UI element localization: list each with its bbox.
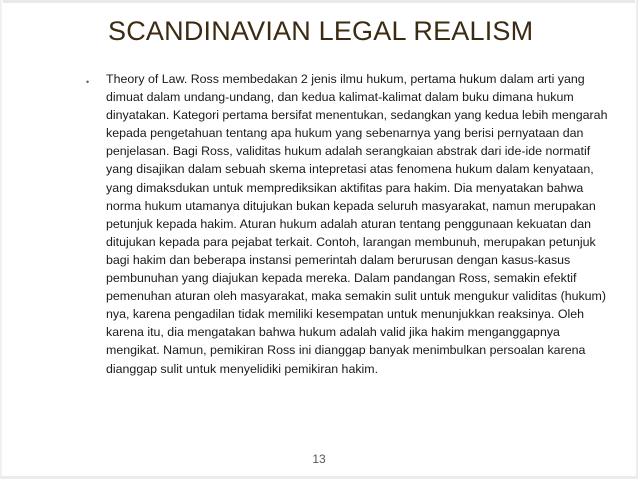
- slide-title: SCANDINAVIAN LEGAL REALISM: [108, 16, 534, 46]
- body-paragraph: Theory of Law. Ross membedakan 2 jenis ilmu hukum, pertama hukum dalam arti yang dimuat dalam undang-undang, dan kedua kalimat-kalimat dalam buku dimana hukum dinyatakan. Kategori pertama bersifat menentukan, sedangkan yang kedua lebih mengarah kepada pengetahuan tentang apa hukum yang sebenarnya yang berisi pernyataan dan penjelasan. Bagi Ross, validitas hukum adalah serangkaian abstrak dari ide-ide normatif yang disajikan dalam sebuah skema intepretasi atas fenomena hukum dalam kenyataan, yang dimaksdukan untuk memprediksikan aktifitas para hakim. Dia menyatakan bahwa norma hukum utamanya ditujukan bukan kepada seluruh masyarakat, namun merupakan petunjuk kepada hakim. Aturan hukum adalah aturan tentang penggunaan kekuatan dan ditujukan kepada para pejabat terkait. Contoh, larangan membunuh, merupakan petunjuk bagi hakim dan beberapa instansi pemerintah dalam berurusan dengan kasus-kasus pembunuhan yang diajukan kepada mereka. Dalam pandangan Ross, semakin efektif pemenuhan aturan oleh masyarakat, maka semakin sulit untuk mengukur validitas (hukum) nya, karena pengadilan tidak memiliki kesempatan untuk menunjukkan reaksinya. Oleh karena itu, dia mengatakan bahwa hukum adalah valid jika hakim menganggapnya mengikat. Namun, pemikiran Ross ini dianggap banyak menimbulkan persoalan karena dianggap sulit untuk menyelidiki pemikiran hakim.: [106, 72, 608, 376]
- top-border: [0, 0, 638, 3]
- bullet-icon: •: [86, 77, 90, 87]
- left-border: [0, 0, 3, 479]
- page-number: 13: [312, 452, 326, 466]
